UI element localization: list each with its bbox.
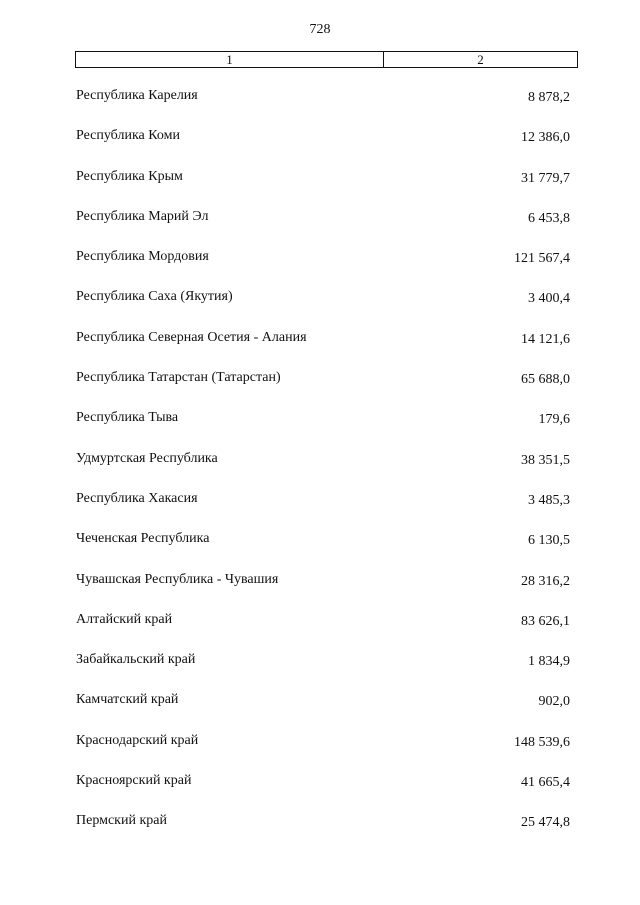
region-name: Чеченская Республика [76,531,210,547]
region-value: 902,0 [538,694,570,710]
region-name: Республика Хакасия [76,490,198,506]
region-name: Республика Тыва [76,410,179,426]
region-value: 14 121,6 [521,331,570,347]
region-value: 3 400,4 [528,291,570,307]
region-value: 3 485,3 [528,492,570,508]
region-name: Камчатский край [76,692,179,708]
table-body [0,78,640,844]
region-value: 83 626,1 [521,613,570,629]
table-row [0,763,640,803]
region-value: 6 130,5 [528,533,570,549]
table-row [0,682,640,722]
region-name: Республика Крым [76,168,183,184]
region-name: Краснодарский край [76,732,199,748]
region-value: 41 665,4 [521,775,570,791]
table-row [0,400,640,440]
region-value: 28 316,2 [521,573,570,589]
table-row [0,78,640,118]
region-value: 8 878,2 [528,90,570,105]
table-row [0,521,640,561]
table-row [0,803,640,843]
region-name: Пермский край [76,813,167,829]
region-value: 121 567,4 [514,251,570,267]
region-name: Республика Северная Осетия - Алания [76,329,307,345]
region-value: 1 834,9 [528,654,570,670]
region-name: Удмуртская Республика [76,450,218,466]
region-name: Республика Коми [76,128,180,144]
header-col-2: 2 [477,52,484,67]
table-row [0,562,640,602]
table-row [0,360,640,400]
region-name: Республика Марий Эл [76,208,209,224]
table-row [0,199,640,239]
region-name: Забайкальский край [76,652,196,668]
region-name: Красноярский край [76,773,192,789]
region-value: 25 474,8 [521,815,570,831]
page-number: 728 [309,22,331,37]
table-row [0,239,640,279]
region-value: 38 351,5 [521,452,570,468]
header-col-1: 1 [76,52,384,67]
region-value: 6 453,8 [528,210,570,226]
region-value: 12 386,0 [521,130,570,146]
region-value: 65 688,0 [521,372,570,388]
region-name: Республика Карелия [76,88,198,103]
table-row [0,279,640,319]
table-row [0,320,640,360]
table-row [0,602,640,642]
region-name: Республика Саха (Якутия) [76,289,233,305]
region-value: 179,6 [538,412,570,428]
table-row [0,481,640,521]
table-row [0,642,640,682]
table-row [0,159,640,199]
region-name: Республика Мордовия [76,249,209,265]
table-row [0,723,640,763]
region-value: 148 539,6 [514,734,570,750]
region-name: Чувашская Республика - Чувашия [76,571,279,587]
region-name: Республика Татарстан (Татарстан) [76,370,281,386]
table-row [0,441,640,481]
region-name: Алтайский край [76,611,173,627]
table-header [75,51,578,68]
region-value: 31 779,7 [521,170,570,186]
table-row [0,118,640,158]
